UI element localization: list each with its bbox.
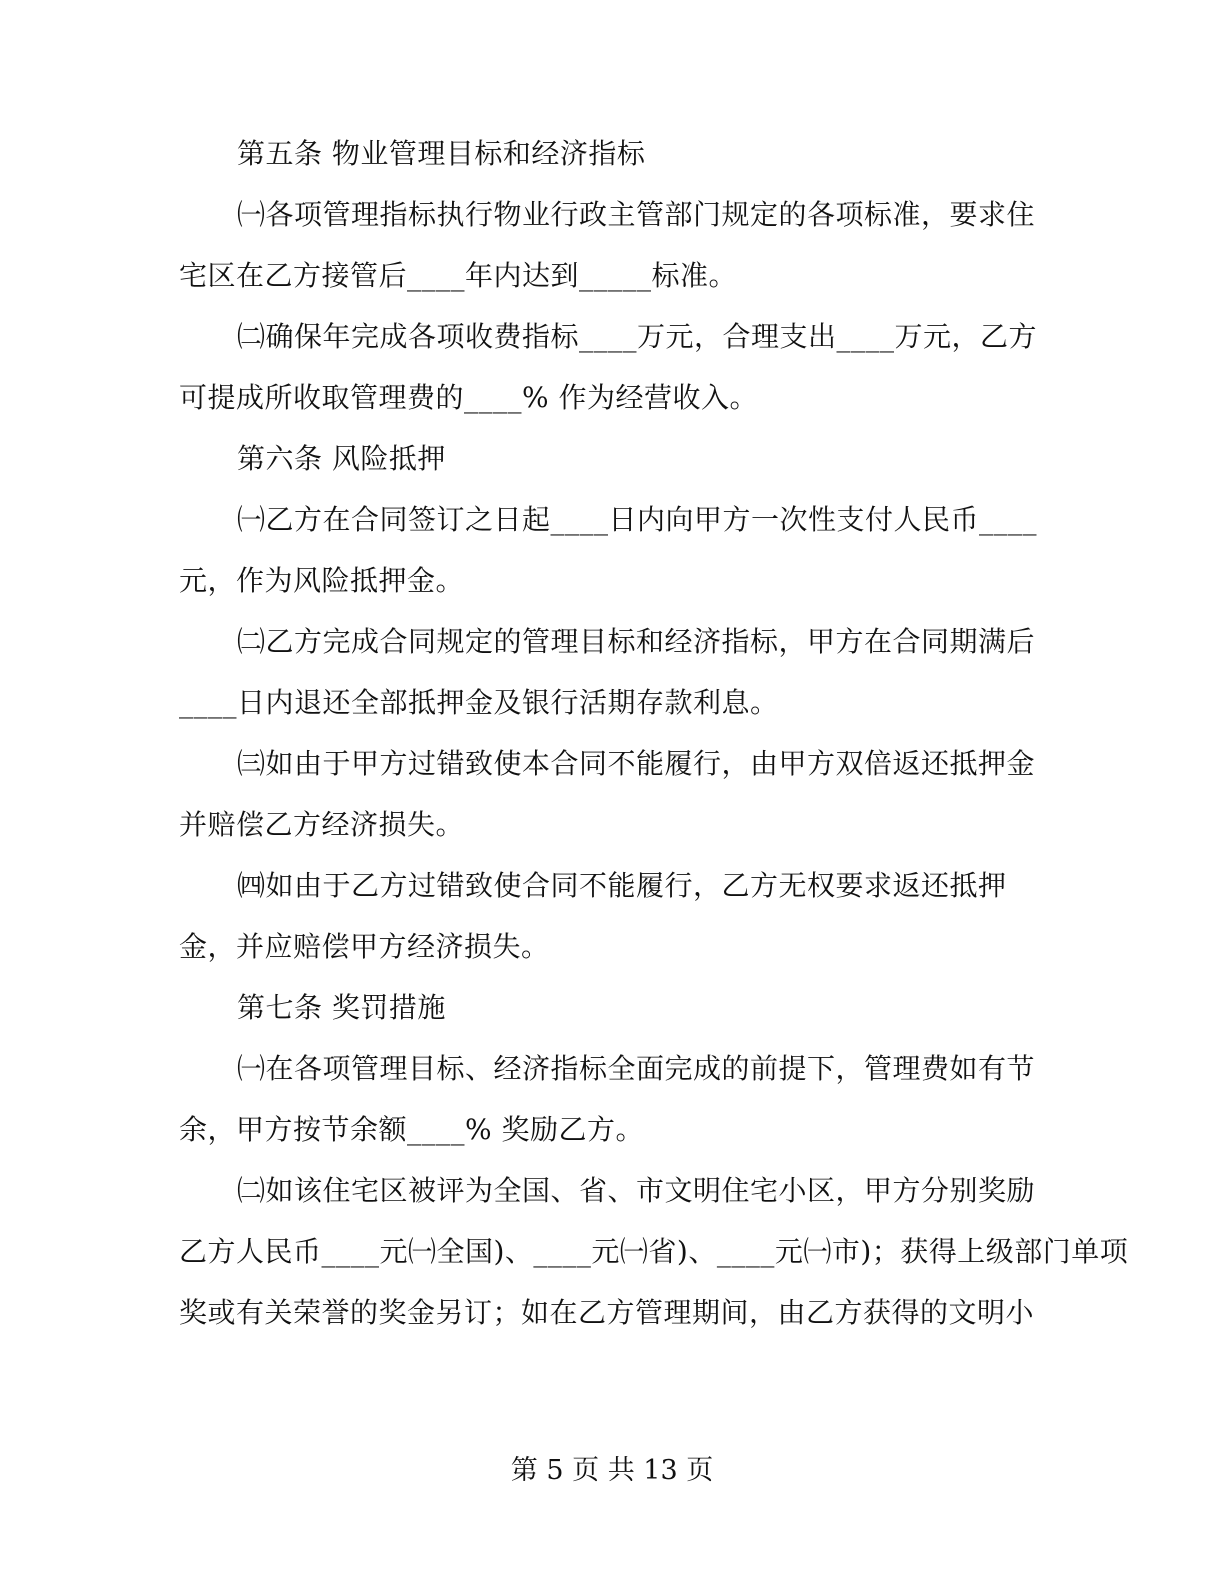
paragraph-line: 并赔偿乙方经济损失。 (179, 808, 465, 841)
paragraph-line: ㈡如该住宅区被评为全国、省、市文明住宅小区，甲方分别奖励 (237, 1174, 1036, 1207)
paragraph-line: 宅区在乙方接管后____年内达到_____标准。 (179, 259, 738, 292)
paragraph-line: 奖或有关荣誉的奖金另订；如在乙方管理期间，由乙方获得的文明小 (179, 1296, 1035, 1329)
article-5-heading: 第五条 物业管理目标和经济指标 (237, 137, 646, 170)
paragraph-line: ㈠各项管理指标执行物业行政主管部门规定的各项标准，要求住 (237, 198, 1036, 231)
paragraph-line: ㈣如由于乙方过错致使合同不能履行，乙方无权要求返还抵押 (237, 869, 1007, 902)
document-body (179, 123, 1129, 1343)
paragraph-line: 金，并应赔偿甲方经济损失。 (179, 930, 550, 963)
paragraph-line: ㈠乙方在合同签订之日起____日内向甲方一次性支付人民币____ (237, 503, 1038, 536)
paragraph-line: ㈢如由于甲方过错致使本合同不能履行，由甲方双倍返还抵押金 (237, 747, 1036, 780)
paragraph-line: 乙方人民币____元㈠全国)、____元㈠省)、____元㈠市)；获得上级部门单项 (179, 1235, 1129, 1268)
page-number-footer: 第 5 页 共 13 页 (510, 1455, 714, 1486)
paragraph-line: 余，甲方按节余额____% 奖励乙方。 (179, 1113, 645, 1146)
paragraph-line: 可提成所收取管理费的____% 作为经营收入。 (179, 381, 759, 414)
paragraph-line: ㈡确保年完成各项收费指标____万元，合理支出____万元，乙方 (237, 320, 1038, 353)
paragraph-line: ____日内退还全部抵押金及银行活期存款利息。 (179, 686, 779, 719)
article-7-heading: 第七条 奖罚措施 (237, 991, 446, 1024)
paragraph-line: ㈡乙方完成合同规定的管理目标和经济指标，甲方在合同期满后 (237, 625, 1036, 658)
article-6-heading: 第六条 风险抵押 (237, 442, 446, 475)
paragraph-line: 元，作为风险抵押金。 (179, 564, 465, 597)
paragraph-line: ㈠在各项管理目标、经济指标全面完成的前提下，管理费如有节 (237, 1052, 1036, 1085)
